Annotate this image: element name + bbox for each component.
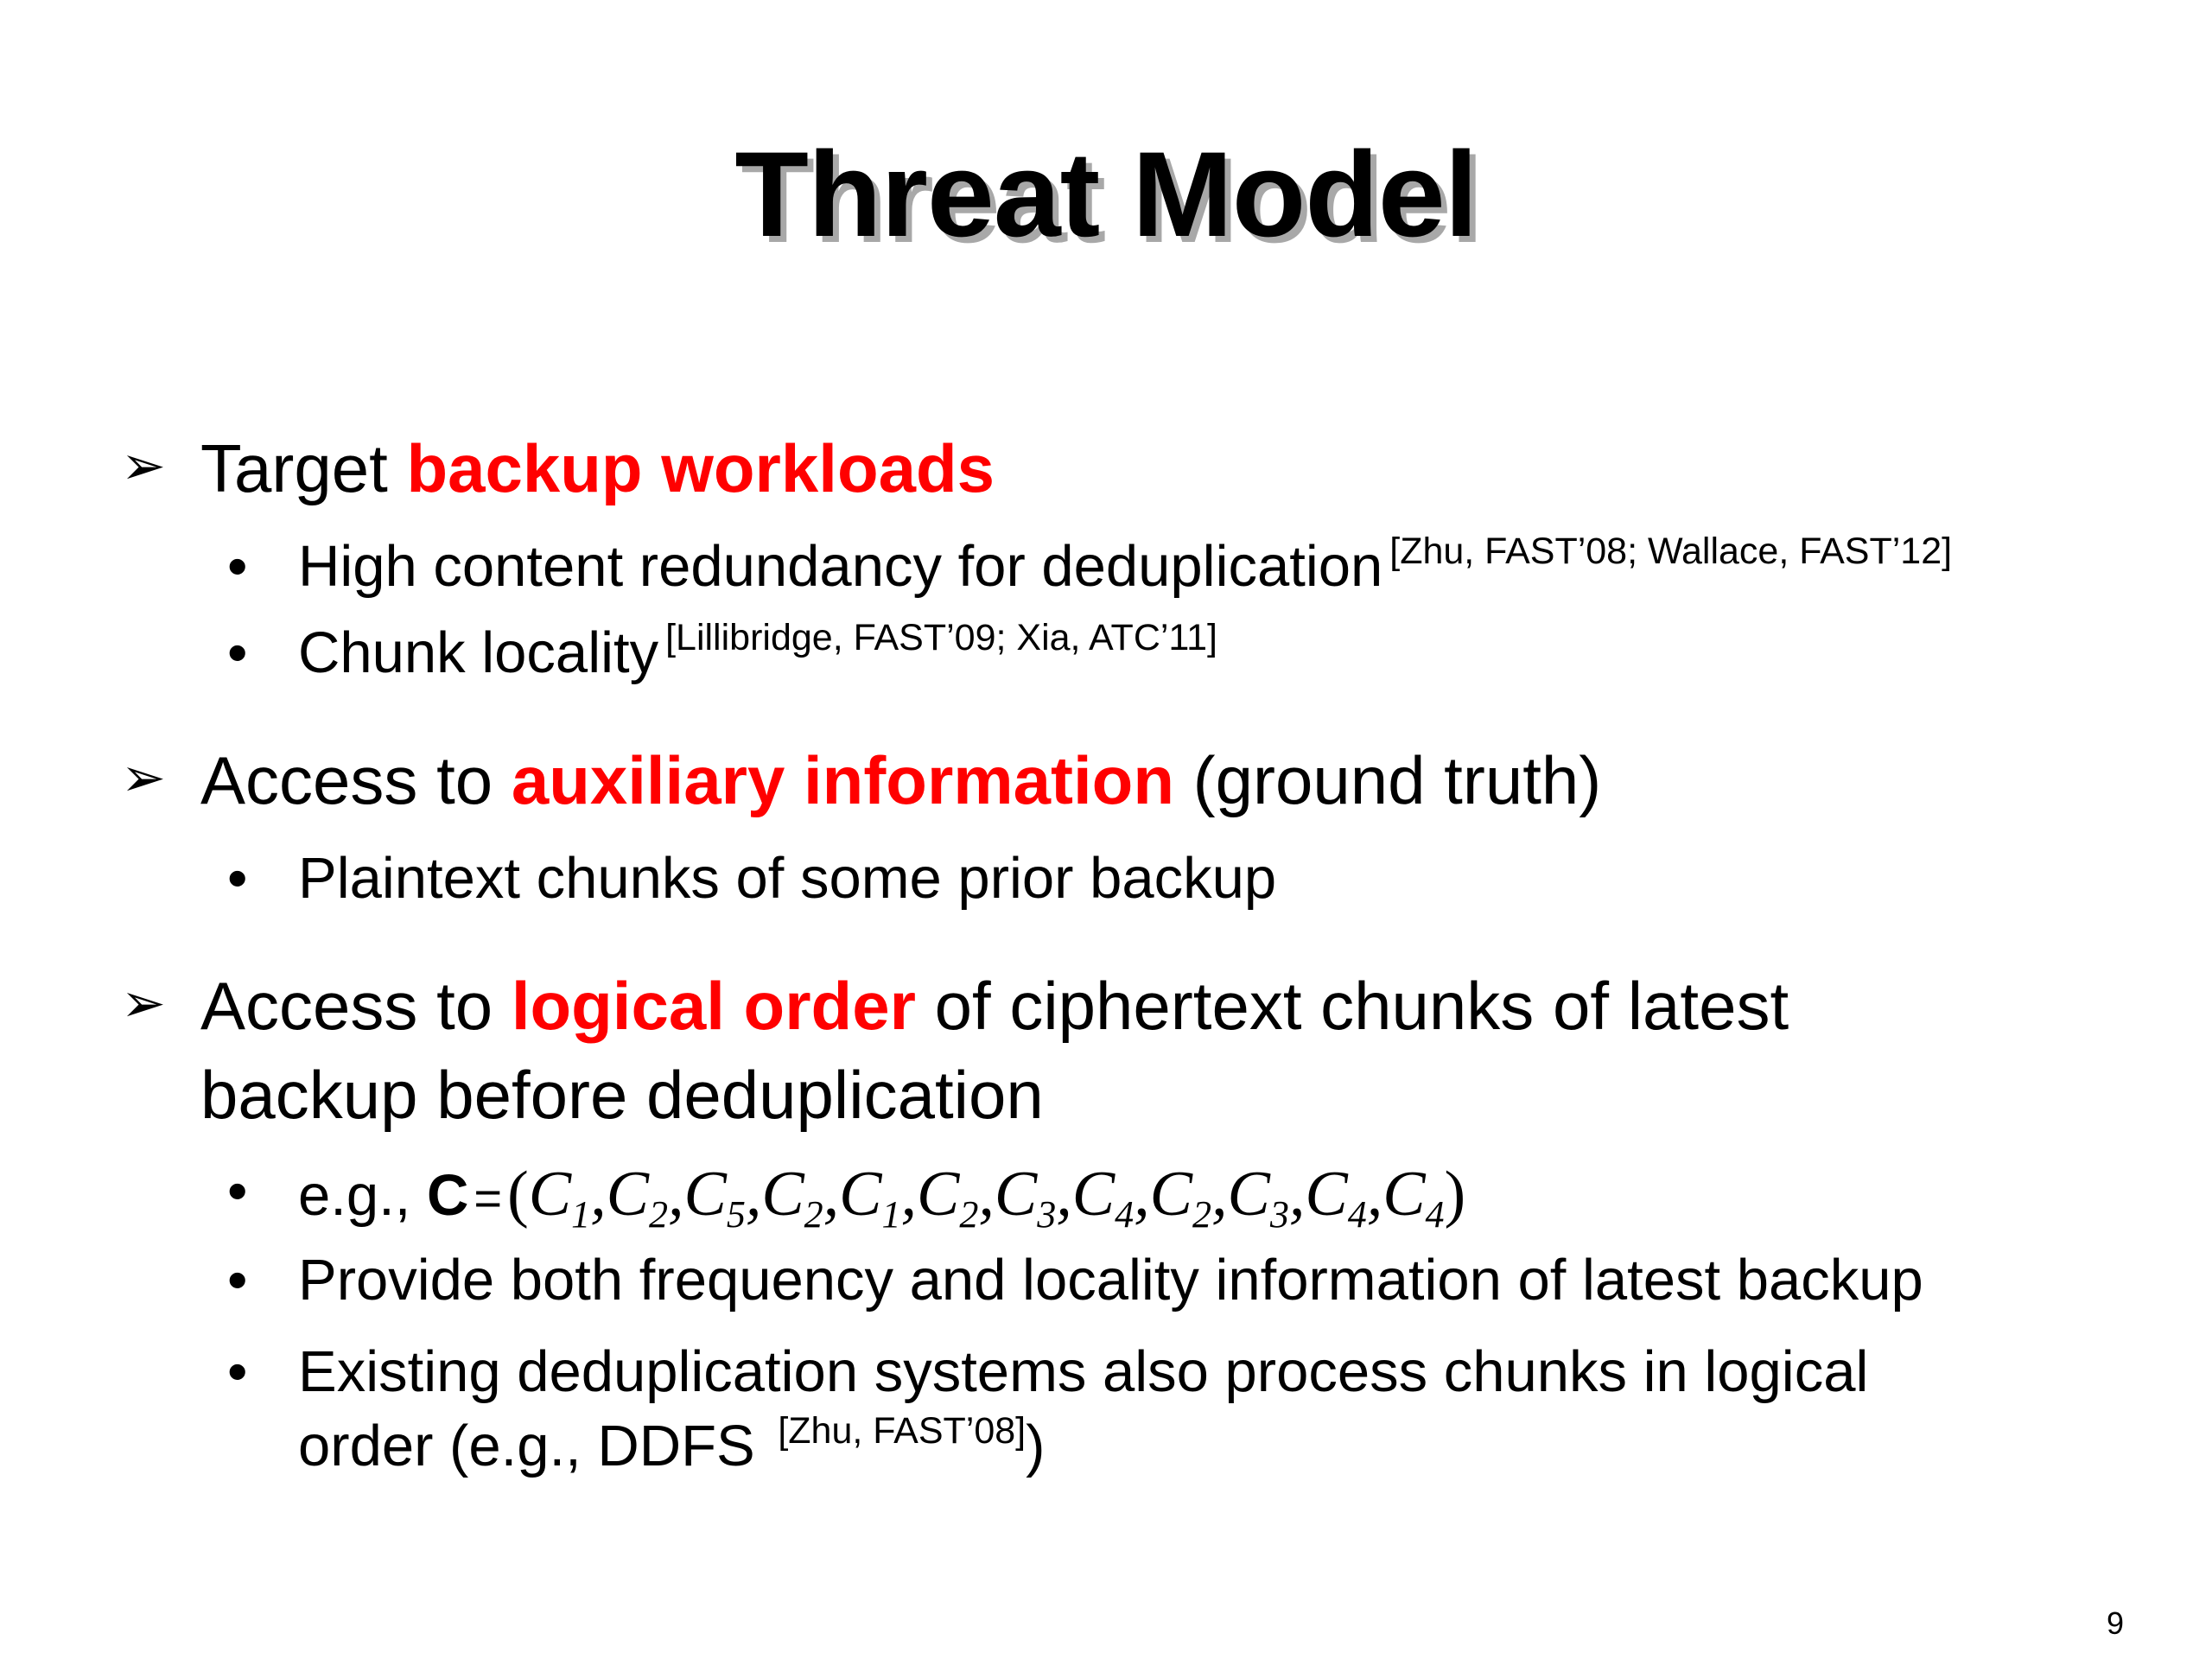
dot-bullet-icon: • [227, 1339, 248, 1404]
arrow-bullet-icon: ➢ [121, 436, 166, 496]
bullet-3-line-2: backup before deduplication [200, 1057, 1044, 1133]
page-number: 9 [2107, 1605, 2125, 1641]
bullet-3-sub-2-text: Provide both frequency and locality information of latest backup [298, 1248, 1923, 1313]
chunk-term: $C_3$ [1227, 1159, 1289, 1236]
chunk-term: $C_2$ [606, 1159, 668, 1236]
dot-bullet-icon: • [227, 534, 248, 599]
slide-title: Threat Model [734, 126, 1478, 262]
open-paren: ( [507, 1159, 529, 1230]
sequence-variable: C [426, 1163, 469, 1228]
bullet-1-pre: Target [200, 430, 407, 506]
bullet-3 [121, 968, 1789, 1044]
chunk-term: $C_1$ [839, 1159, 901, 1236]
bullet-2-pre: Access to [200, 742, 512, 818]
bullet-2-sub-1 [227, 846, 1277, 911]
citation: [Zhu, FAST’08; Wallace, FAST’12] [1389, 531, 1953, 572]
bullet-1-sub-2-text: Chunk locality [298, 620, 659, 685]
bullet-2 [121, 742, 1602, 818]
chunk-term: $C_1$ [528, 1159, 591, 1236]
chunk-term: $C_2$ [1149, 1159, 1211, 1236]
dot-bullet-icon: • [227, 1159, 248, 1224]
chunk-term: $C_4$ [1382, 1159, 1445, 1236]
dot-bullet-icon: • [227, 620, 248, 685]
bullet-2-highlight: auxiliary information [511, 742, 1174, 818]
bullet-1 [121, 430, 995, 506]
chunk-term: $C_2$ [761, 1159, 823, 1236]
arrow-bullet-icon: ➢ [121, 748, 166, 808]
bullet-3-post: of ciphertext chunks of latest [915, 968, 1789, 1044]
equals-sign: = [474, 1171, 503, 1225]
chunk-sequence: $(C_1,C_2,C_5,C_2,C_1,C_2,C_3,C_4,C_2,C_3,C_4,C_4)$ [507, 1159, 1466, 1236]
arrow-bullet-icon: ➢ [121, 974, 166, 1033]
closing-paren: ) [1026, 1414, 1046, 1478]
bullet-3-sub-3-text: Existing deduplication systems also process chunks in logical [298, 1339, 1869, 1404]
close-paren: ) [1444, 1159, 1466, 1230]
bullet-1-highlight: backup workloads [406, 430, 995, 506]
bullet-1-sub-1-text: High content redundancy for deduplication [298, 534, 1383, 599]
bullet-3-sub-3-line-2 [298, 1410, 1046, 1478]
chunk-term: $C_5$ [683, 1159, 746, 1236]
citation: [Lillibridge, FAST’09; Xia, ATC’11] [665, 617, 1218, 658]
chunk-term: $C_4$ [1071, 1159, 1135, 1236]
example-prefix: e.g., [298, 1163, 427, 1228]
bullet-3-sub-3-line2-text: order (e.g., DDFS [298, 1414, 772, 1478]
dot-bullet-icon: • [227, 846, 248, 911]
bullet-2-sub-1-text: Plaintext chunks of some prior backup [298, 846, 1277, 911]
bullet-3-sub-3 [227, 1339, 1869, 1404]
bullet-1-sub-2 [227, 617, 1218, 685]
bullet-3-sub-1 [227, 1159, 1466, 1236]
chunk-term: $C_2$ [917, 1159, 979, 1236]
bullet-2-post: (ground truth) [1173, 742, 1602, 818]
bullet-3-sub-2 [227, 1248, 1923, 1313]
dot-bullet-icon: • [227, 1248, 248, 1313]
citation: [Zhu, FAST’08] [778, 1410, 1027, 1452]
bullet-1-sub-1 [227, 531, 1953, 599]
chunk-term: $C_3$ [994, 1159, 1057, 1236]
chunk-term: $C_4$ [1305, 1159, 1367, 1236]
bullet-3-highlight: logical order [511, 968, 916, 1044]
bullet-3-pre: Access to [200, 968, 512, 1044]
